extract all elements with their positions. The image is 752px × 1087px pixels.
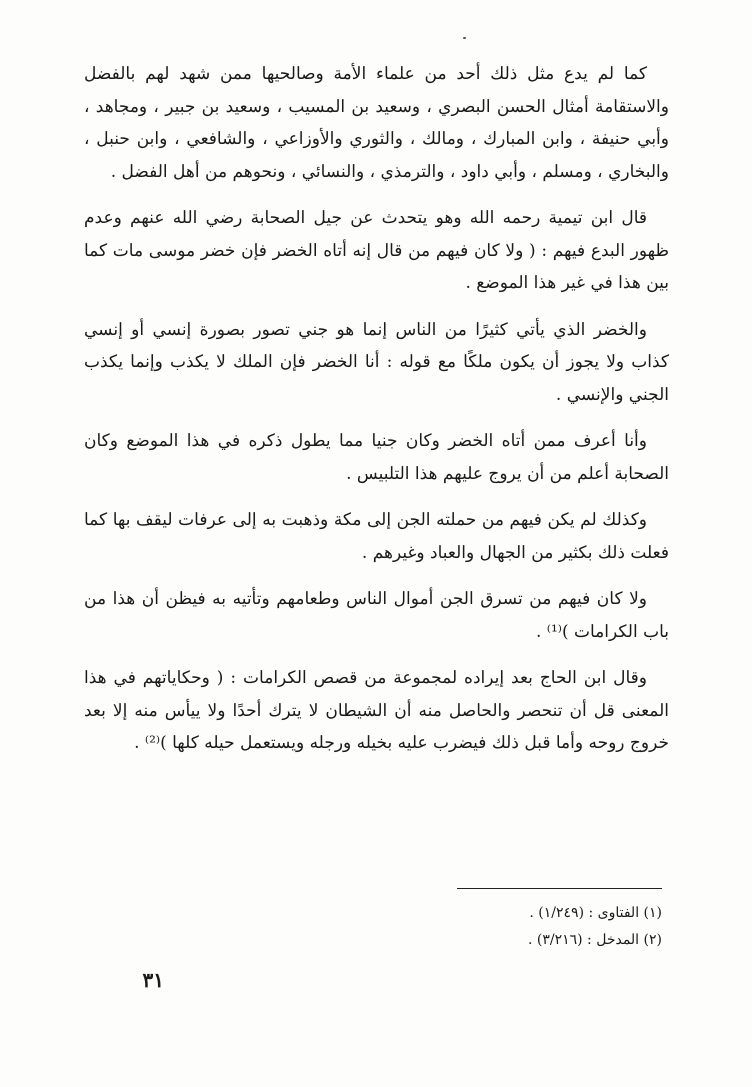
- paragraph: والخضر الذي يأتي كثيرًا من الناس إنما هو جني تصور بصورة إنسي أو إنسي كذاب ولا يجوز أن يكون ملكًا مع قوله : أنا الخضر فإن الملك لا يكذب وإنما يكذب الجني والإنسي .: [84, 319, 669, 405]
- page-number: ٣١: [142, 968, 164, 992]
- paragraph: ولا كان فيهم من تسرق الجن أموال الناس وطعامهم وتأتيه به فيظن أن هذا من باب الكرامات )⁽¹⁾ .: [84, 589, 669, 642]
- print-speck: [463, 37, 466, 39]
- paragraph: قال ابن تيمية رحمه الله وهو يتحدث عن جيل الصحابة رضي الله عنهم وعدم ظهور البدع فيهم : ( ولا كان فيهم من قال إنه أتاه الخضر فإن خضر موسى مات كما بين هذا في غير هذا الموضع .: [84, 208, 669, 293]
- paragraph: وكذلك لم يكن فيهم من حملته الجن إلى مكة وذهبت به إلى عرفات ليقف بها كما فعلت ذلك بكثير من الجهال والعباد وغيرهم .: [84, 510, 669, 563]
- paragraph: كما لم يدع مثل ذلك أحد من علماء الأمة وصالحيها ممن شهد لهم بالفضل والاستقامة أمثال الحسن البصري ، وسعيد بن المسيب ، وسعيد بن جبير ، ومجاهد ، وأبي حنيفة ، وابن المبارك ، ومالك ، والثوري والأوزاعي ، والشافعي ، وابن حنبل ، والبخاري ، ومسلم ، وأبي داود ، والترمذي ، والنسائي ، ونحوهم من أهل الفضل .: [84, 64, 669, 182]
- paragraph: وقال ابن الحاج بعد إيراده لمجموعة من قصص الكرامات : ( وحكاياتهم في هذا المعنى قل أن تنحصر والحاصل منه أن الشيطان لا يترك أحدًا ولا ييأس منه إلا بعد خروج روحه وأما قبل ذلك فيضرب عليه بخيله ورجله ويستعمل حيله كلها )⁽²⁾ .: [84, 668, 669, 753]
- paragraph: وأنا أعرف ممن أتاه الخضر وكان جنيا مما يطول ذكره في هذا الموضع وكان الصحابة أعلم من أن يروج عليهم هذا التلبيس .: [84, 431, 669, 484]
- footnotes: [262, 900, 662, 954]
- footnote: (١) الفتاوى : (١/٢٤٩) .: [529, 905, 662, 921]
- footnote-separator: [457, 888, 662, 889]
- footnote: (٢) المدخل : (٣/٢١٦) .: [527, 932, 662, 948]
- main-text: [84, 58, 669, 774]
